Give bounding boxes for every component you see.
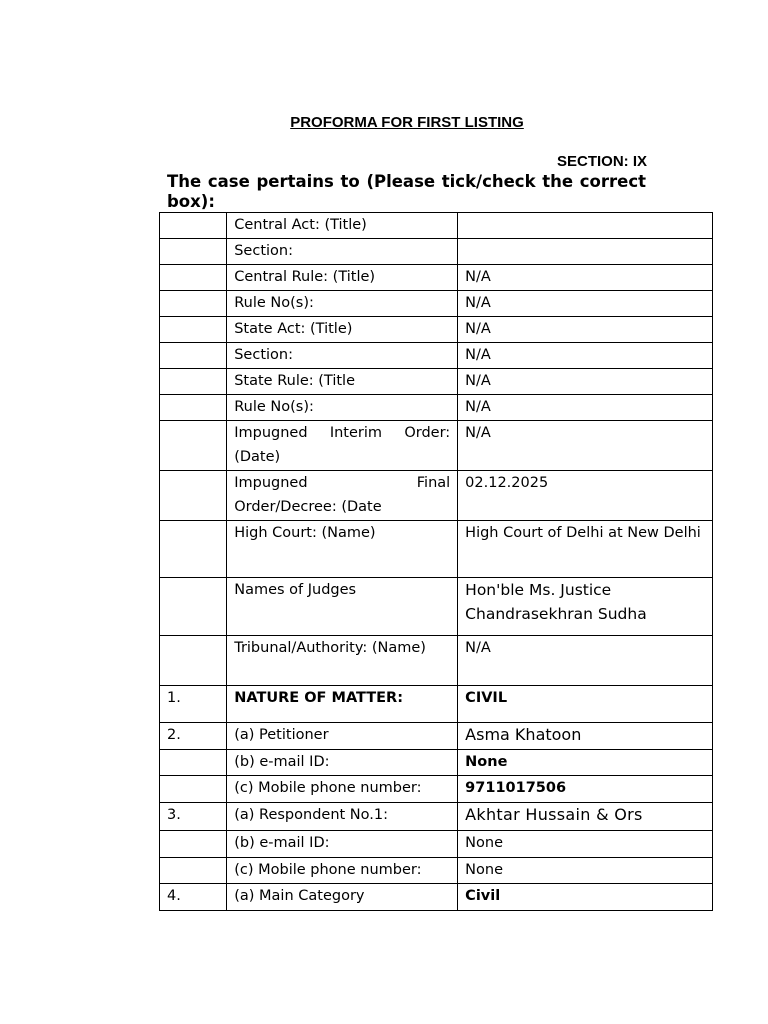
row-label: High Court: (Name): [227, 521, 458, 578]
row-number: [160, 343, 227, 369]
table-row: [160, 686, 713, 723]
row-number: [160, 395, 227, 421]
row-number: 3.: [160, 803, 227, 831]
row-value: 9711017506: [458, 776, 713, 803]
row-label: Section:: [227, 239, 458, 265]
table-row: [160, 471, 713, 521]
row-value: Asma Khatoon: [458, 723, 713, 750]
row-number: [160, 291, 227, 317]
row-label: Names of Judges: [227, 578, 458, 636]
row-label: Impugned Interim Order: (Date): [227, 421, 458, 471]
row-number: [160, 369, 227, 395]
row-value: None: [458, 750, 713, 776]
row-label: Central Rule: (Title): [227, 265, 458, 291]
table-row: [160, 803, 713, 831]
row-value: [458, 213, 713, 239]
row-value: N/A: [458, 343, 713, 369]
table-row: [160, 369, 713, 395]
row-label: (c) Mobile phone number:: [227, 776, 458, 803]
row-value: N/A: [458, 636, 713, 686]
row-number: [160, 636, 227, 686]
table-row: [160, 521, 713, 578]
row-label: (a) Petitioner: [227, 723, 458, 750]
row-value: N/A: [458, 317, 713, 343]
row-number: [160, 239, 227, 265]
row-number: [160, 776, 227, 803]
row-number: [160, 858, 227, 884]
row-number: [160, 521, 227, 578]
row-value: Civil: [458, 884, 713, 911]
section-label: SECTION: IX: [556, 153, 647, 170]
table-row: [160, 239, 713, 265]
row-value: N/A: [458, 421, 713, 471]
row-label: (a) Respondent No.1:: [227, 803, 458, 831]
row-number: [160, 265, 227, 291]
row-label: (b) e-mail ID:: [227, 750, 458, 776]
table-row: [160, 884, 713, 911]
table-row: [160, 317, 713, 343]
table-row: [160, 291, 713, 317]
table-row: [160, 831, 713, 858]
row-number: [160, 578, 227, 636]
table-row: [160, 723, 713, 750]
table-row: [160, 750, 713, 776]
row-label: Section:: [227, 343, 458, 369]
table-row: [160, 636, 713, 686]
row-label: Impugned Final Order/Decree: (Date: [227, 471, 458, 521]
table-row: [160, 578, 713, 636]
row-number: [160, 750, 227, 776]
row-label: (b) e-mail ID:: [227, 831, 458, 858]
row-number: [160, 317, 227, 343]
row-value: None: [458, 858, 713, 884]
row-number: 4.: [160, 884, 227, 911]
row-value: N/A: [458, 395, 713, 421]
row-number: [160, 831, 227, 858]
row-value: Hon'ble Ms. Justice Chandrasekhran Sudha: [458, 578, 713, 636]
row-label: Tribunal/Authority: (Name): [227, 636, 458, 686]
row-label: Rule No(s):: [227, 291, 458, 317]
row-value: CIVIL: [458, 686, 713, 723]
row-value: None: [458, 831, 713, 858]
row-value: Akhtar Hussain & Ors: [458, 803, 713, 831]
page-title: PROFORMA FOR FIRST LISTING: [290, 114, 524, 131]
row-label: Central Act: (Title): [227, 213, 458, 239]
row-value: 02.12.2025: [458, 471, 713, 521]
row-label: State Act: (Title): [227, 317, 458, 343]
row-value: N/A: [458, 291, 713, 317]
row-value: N/A: [458, 369, 713, 395]
proforma-table: [159, 212, 713, 911]
row-label: (c) Mobile phone number:: [227, 858, 458, 884]
table-row: [160, 776, 713, 803]
row-number: [160, 421, 227, 471]
table-row: [160, 265, 713, 291]
table-row: [160, 395, 713, 421]
row-value: N/A: [458, 265, 713, 291]
row-label: NATURE OF MATTER:: [227, 686, 458, 723]
table-row: [160, 421, 713, 471]
row-label: Rule No(s):: [227, 395, 458, 421]
row-number: 2.: [160, 723, 227, 750]
row-label: State Rule: (Title: [227, 369, 458, 395]
row-value: High Court of Delhi at New Delhi: [458, 521, 713, 578]
table-row: [160, 858, 713, 884]
row-number: [160, 471, 227, 521]
table-row: [160, 213, 713, 239]
table-row: [160, 343, 713, 369]
intro-text: The case pertains to (Please tick/check the correct box):: [167, 172, 646, 211]
row-number: [160, 213, 227, 239]
row-number: 1.: [160, 686, 227, 723]
row-label: (a) Main Category: [227, 884, 458, 911]
row-value: [458, 239, 713, 265]
